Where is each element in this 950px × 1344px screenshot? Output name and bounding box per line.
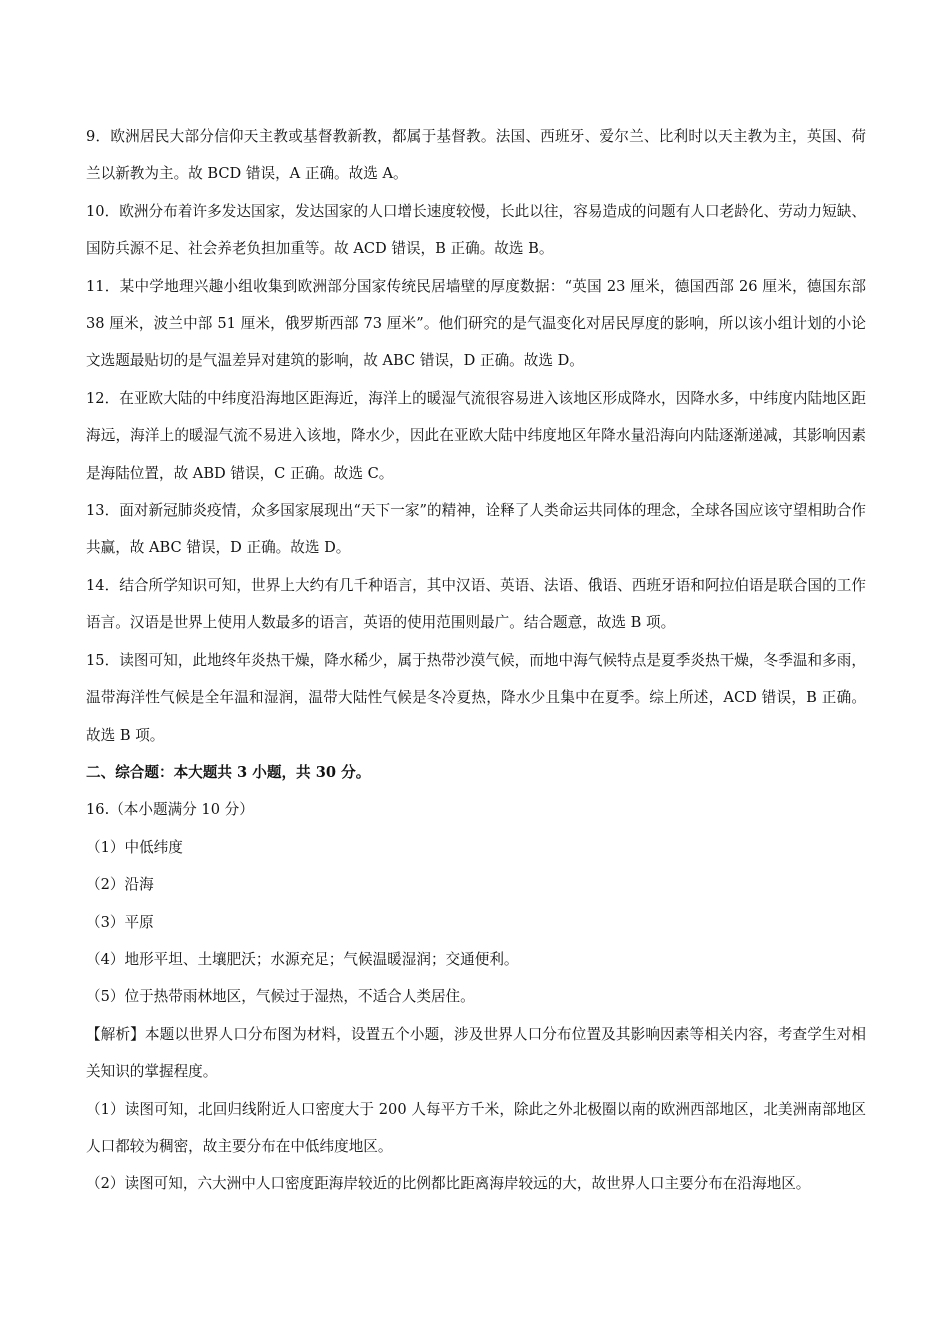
- answer-16-3: （3）平原: [86, 913, 154, 931]
- answer-13: 13．面对新冠肺炎疫情，众多国家展现出“天下一家”的精神，诠释了人类命运共同体的理念，全球各国应该守望相助合作共赢，故 ABC 错误，D 正确。故选 D。: [86, 502, 866, 557]
- answer-9: 9．欧洲居民大部分信仰天主教或基督教新教，都属于基督教。法国、西班牙、爱尔兰、比利时以天主教为主，英国、荷兰以新教为主。故 BCD 错误，A 正确。故选 A。: [86, 128, 866, 183]
- answer-15: 15．读图可知，此地终年炎热干燥，降水稀少，属于热带沙漠气候，而地中海气候特点是夏季炎热干燥，冬季温和多雨，温带海洋性气候是全年温和湿润，温带大陆性气候是冬冷夏热，降水少且集中在夏季。综上所述，ACD 错误，B 正确。故选 B 项。: [86, 651, 866, 744]
- answer-14: 14．结合所学知识可知，世界上大约有几千种语言，其中汉语、英语、法语、俄语、西班牙语和阿拉伯语是联合国的工作语言。汉语是世界上使用人数最多的语言，英语的使用范围则最广。结合题意，故选 B 项。: [86, 576, 866, 632]
- answer-16-2: （2）沿海: [86, 876, 154, 894]
- answer-16-1: （1）中低纬度: [86, 838, 183, 856]
- analysis-intro: 【解析】本题以世界人口分布图为材料，设置五个小题，涉及世界人口分布位置及其影响因素等相关内容，考查学生对相关知识的掌握程度。: [86, 1025, 866, 1081]
- section-heading: 二、综合题：本大题共 3 小题，共 30 分。: [86, 763, 371, 781]
- answer-10: 10．欧洲分布着许多发达国家，发达国家的人口增长速度较慢，长此以往，容易造成的问题有人口老龄化、劳动力短缺、国防兵源不足、社会养老负担加重等。故 ACD 错误，B 正确。故选 B。: [86, 202, 866, 258]
- answer-16-5: （5）位于热带雨林地区，气候过于湿热，不适合人类居住。: [86, 988, 475, 1006]
- analysis-1: （1）读图可知，北回归线附近人口密度大于 200 人每平方千米，除此之外北极圈以南的欧洲西部地区，北美洲南部地区人口都较为稠密，故主要分布在中低纬度地区。: [86, 1100, 866, 1155]
- answer-16-4: （4）地形平坦、土壤肥沃；水源充足；气候温暖湿润；交通便利。: [86, 950, 519, 968]
- answer-12: 12．在亚欧大陆的中纬度沿海地区距海近，海洋上的暖湿气流很容易进入该地区形成降水，因降水多，中纬度内陆地区距海远，海洋上的暖湿气流不易进入该地，降水少，因此在亚欧大陆中纬度地区年降水量沿海向内陆逐渐递减，其影响因素是海陆位置，故 ABD 错误，C 正确。故选 C。: [86, 389, 866, 482]
- analysis-2: （2）读图可知，六大洲中人口密度距海岸较近的比例都比距离海岸较远的大，故世界人口主要分布在沿海地区。: [86, 1175, 811, 1193]
- answer-11: 11．某中学地理兴趣小组收集到欧洲部分国家传统民居墙壁的厚度数据：“英国 23 厘米，德国西部 26 厘米，德国东部 38 厘米，波兰中部 51 厘米，俄罗斯西部 73 厘米”。他们研究的是气温变化对居民厚度的影响，所以该小组计划的小论文选题最贴切的是气温差异对建筑的影响，故 ABC 错误，D 正确。故选 D。: [86, 277, 866, 370]
- question-16-header: 16.（本小题满分 10 分）: [86, 801, 254, 819]
